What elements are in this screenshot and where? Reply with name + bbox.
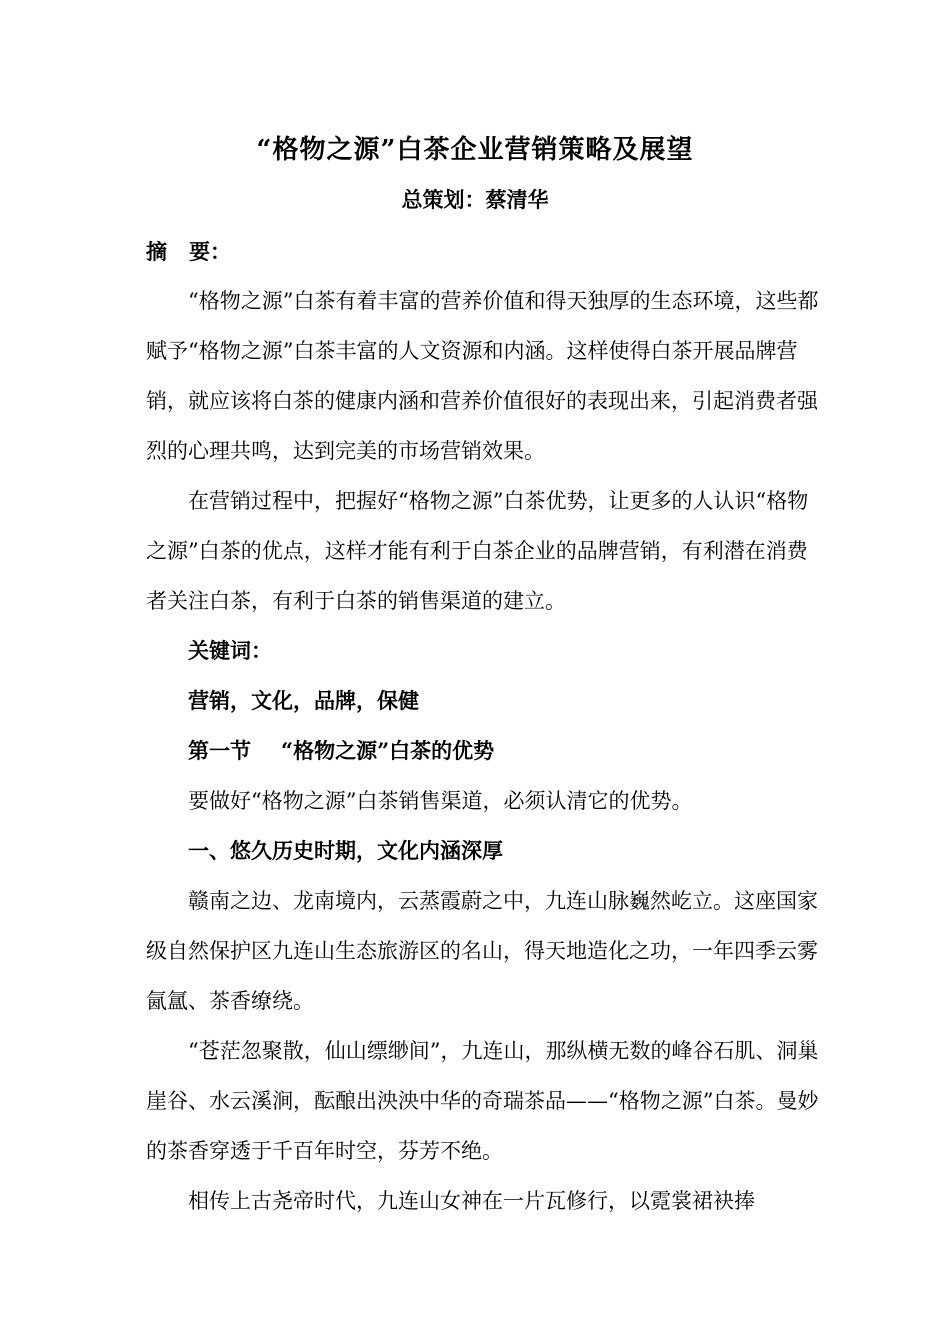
- section-title: “格物之源”白茶的优势: [281, 738, 495, 763]
- abstract-heading-part-2: 要：: [189, 239, 231, 264]
- document-body: [146, 276, 826, 1226]
- document-subtitle: 总策划：蔡清华: [401, 187, 549, 212]
- subsection-heading: 一、悠久历史时期，文化内涵深厚: [188, 838, 503, 863]
- abstract-heading-part-1: 摘: [146, 239, 167, 264]
- body-paragraph-3: 相传上古尧帝时代，九连山女神在一片瓦修行，以霓裳裙袂捧: [188, 1189, 755, 1213]
- body-paragraph-1: 赣南之边、龙南境内，云蒸霞蔚之中，九连山脉巍然屹立。这座国家级自然保护区九连山生态旅游区的名山，得天地造化之功，一年四季云雾氤氲、茶香缭绕。: [146, 889, 818, 1013]
- section-number: 第一节: [188, 738, 251, 763]
- body-paragraph-2: “苍茫忽聚散，仙山缥缈间”，九连山，那纵横无数的峰谷石肌、洞巢崖谷、水云溪涧，酝酿出泱泱中华的奇瑞茶品——“格物之源”白茶。曼妙的茶香穿透于千百年时空，芬芳不绝。: [146, 1039, 819, 1163]
- abstract-paragraph-1: “格物之源”白茶有着丰富的营养价值和得天独厚的生态环境，这些都赋予“格物之源”白茶丰富的人文资源和内涵。这样使得白茶开展品牌营销，就应该将白茶的健康内涵和营养价值很好的表现出来，引起消费者强烈的心理共鸣，达到完美的市场营销效果。: [146, 289, 819, 463]
- abstract-paragraph-2: 在营销过程中，把握好“格物之源”白茶优势，让更多的人认识“格物之源”白茶的优点，这样才能有利于白茶企业的品牌营销，有利潜在消费者关注白茶，有利于白茶的销售渠道的建立。: [146, 489, 809, 613]
- keywords-label: 关键词：: [188, 638, 272, 663]
- abstract-heading: [146, 236, 231, 268]
- document-title: “格物之源”白茶企业营销策略及展望: [256, 135, 694, 165]
- section-heading: [146, 726, 826, 776]
- keywords-list: 营销，文化，品牌，保健: [188, 688, 419, 713]
- section-intro: 要做好“格物之源”白茶销售渠道，必须认清它的优势。: [188, 789, 693, 813]
